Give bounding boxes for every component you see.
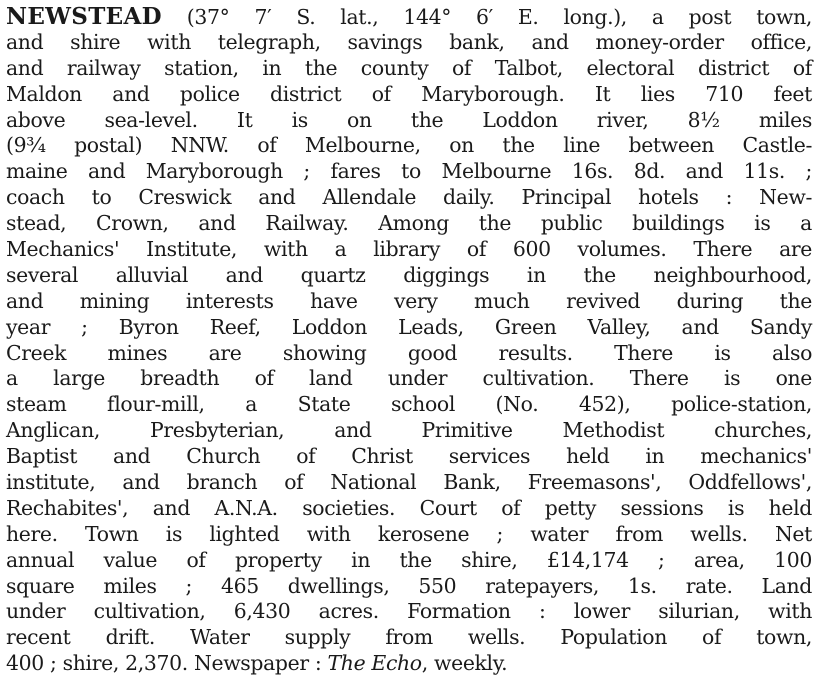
entry-line-11: several alluvial and quartz diggings in the neighbourhood,: [6, 262, 812, 287]
entry-line-text: , weekly.: [421, 651, 508, 676]
entry-line-25: recent drift. Water supply from wells. Population of town,: [6, 625, 812, 650]
entry-line-6: (9¾ postal) NNW. of Melbourne, on the line between Castle-: [6, 133, 812, 158]
entry-line-21: here. Town is lighted with kerosene ; water from wells. Net: [6, 521, 812, 546]
entry-line-15: a large breadth of land under cultivation. There is one: [6, 366, 812, 391]
gazetteer-entry: [6, 4, 812, 677]
newspaper-title: The Echo: [327, 651, 422, 676]
entry-line-text: 400 ; shire, 2,370. Newspaper :: [6, 651, 328, 676]
entry-line-5: above sea-level. It is on the Loddon river, 8½ miles: [6, 107, 812, 132]
entry-line-18: Baptist and Church of Christ services held in mechanics': [6, 444, 812, 469]
entry-line-7: maine and Maryborough ; fares to Melbourne 16s. 8d. and 11s. ;: [6, 159, 812, 184]
entry-line-23: square miles ; 465 dwellings, 550 ratepayers, 1s. rate. Land: [6, 573, 812, 598]
entry-line-9: stead, Crown, and Railway. Among the public buildings is a: [6, 211, 812, 236]
entry-line-16: steam flour-mill, a State school (No. 452), police-station,: [6, 392, 812, 417]
entry-line-3: and railway station, in the county of Talbot, electoral district of: [6, 55, 812, 80]
entry-line-20: Rechabites', and A.N.A. societies. Court of petty sessions is held: [6, 495, 812, 520]
entry-line-19: institute, and branch of National Bank, Freemasons', Oddfellows',: [6, 470, 812, 495]
entry-line-4: Maldon and police district of Maryborough. It lies 710 feet: [6, 81, 812, 106]
entry-headword: NEWSTEAD: [6, 3, 162, 30]
entry-line-2: and shire with telegraph, savings bank, and money-order office,: [6, 29, 812, 54]
entry-line-26: [6, 651, 812, 677]
entry-line-8: coach to Creswick and Allendale daily. Principal hotels : New-: [6, 185, 812, 210]
entry-line-1: [6, 4, 812, 30]
entry-line-text: (37° 7′ S. lat., 144° 6′ E. long.), a post town,: [161, 5, 812, 29]
entry-line-12: and mining interests have very much revived during the: [6, 288, 812, 313]
entry-line-17: Anglican, Presbyterian, and Primitive Methodist churches,: [6, 418, 812, 443]
entry-line-22: annual value of property in the shire, £14,174 ; area, 100: [6, 547, 812, 572]
entry-line-14: Creek mines are showing good results. There is also: [6, 340, 812, 365]
entry-line-24: under cultivation, 6,430 acres. Formation : lower silurian, with: [6, 599, 812, 624]
entry-line-13: year ; Byron Reef, Loddon Leads, Green Valley, and Sandy: [6, 314, 812, 339]
entry-line-10: Mechanics' Institute, with a library of 600 volumes. There are: [6, 237, 812, 262]
